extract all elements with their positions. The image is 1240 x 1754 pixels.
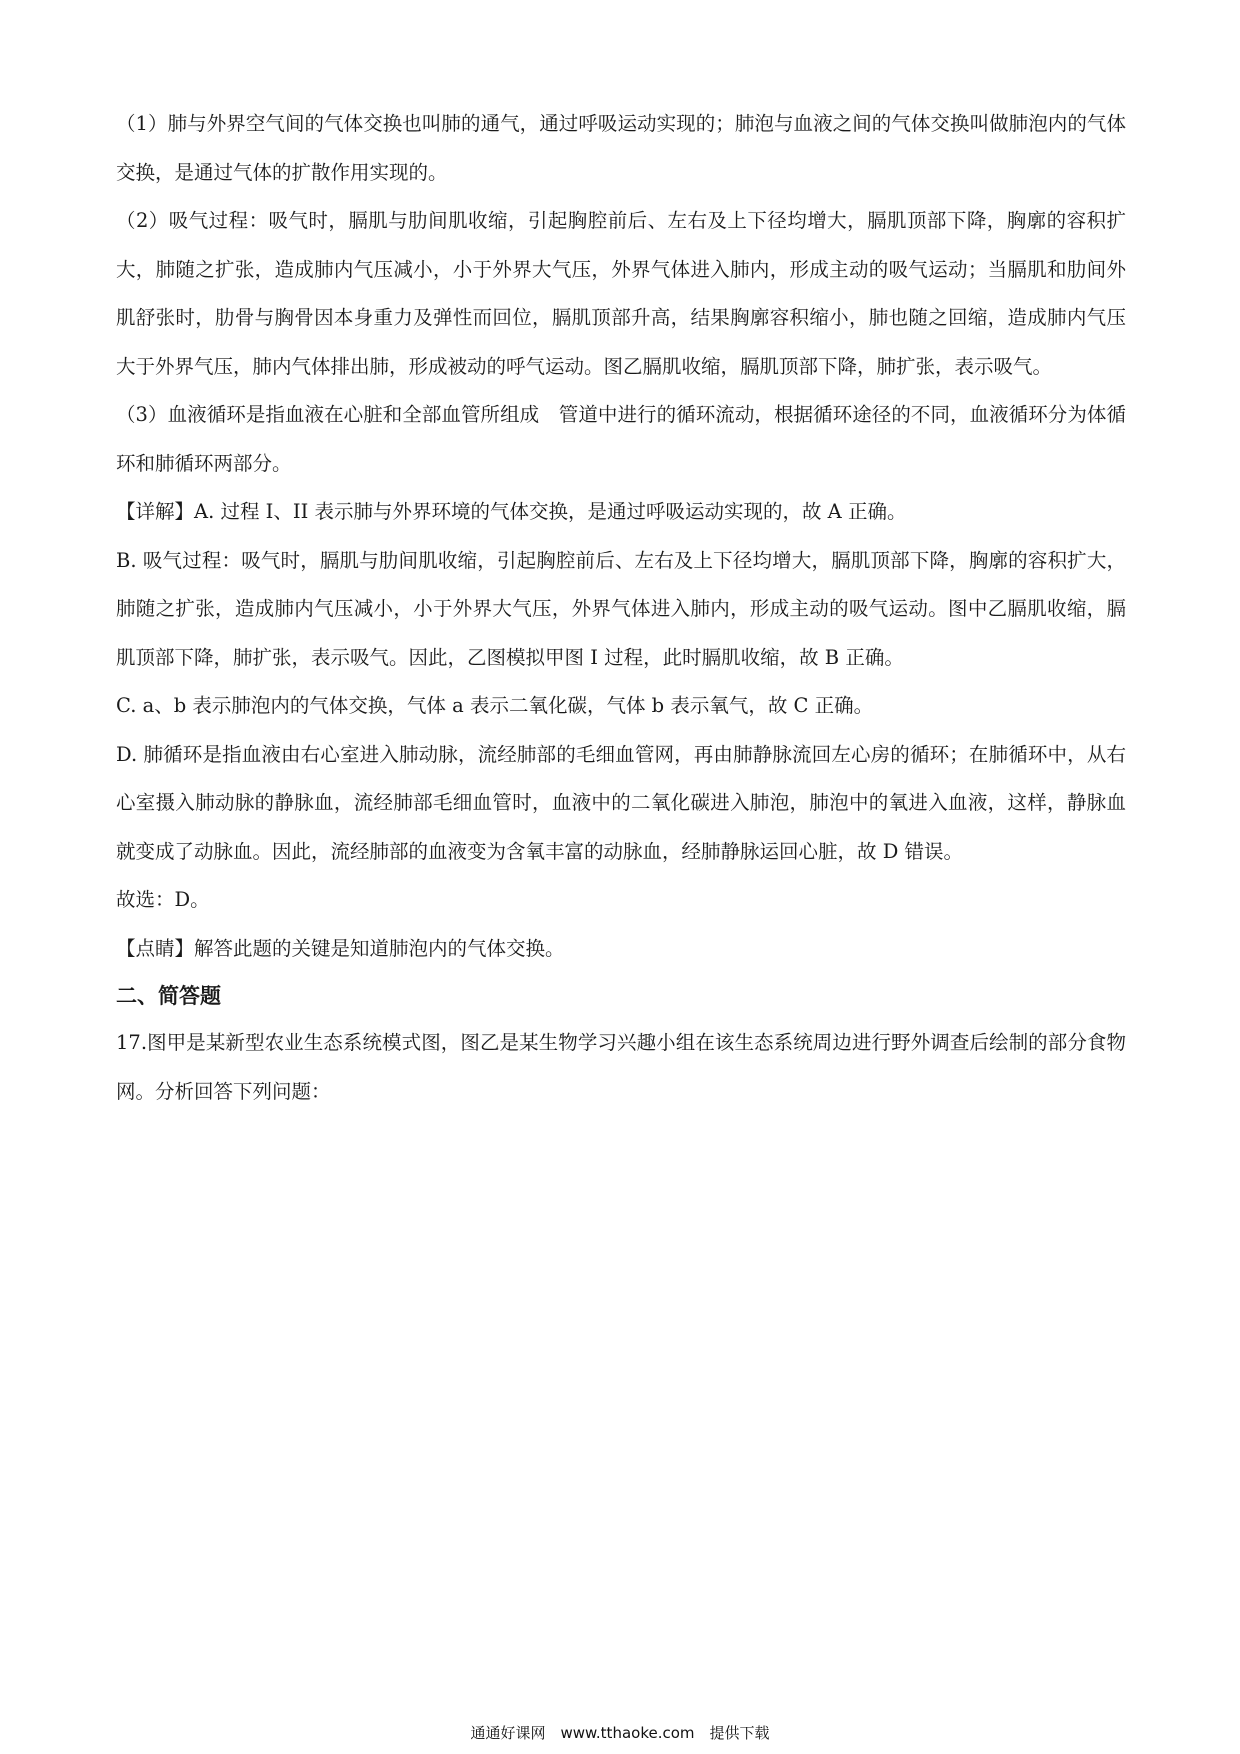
detail-explanation-c: C. a、b 表示肺泡内的气体交换，气体 a 表示二氧化碳，气体 b 表示氧气，故 C 正确。 (116, 694, 874, 717)
section-heading: 二、简答题 (116, 984, 221, 1008)
page-footer: 通通好课网 www.tthaoke.com 提供下载 (470, 1724, 770, 1742)
paragraph-1: （1）肺与外界空气间的气体交换也叫肺的通气，通过呼吸运动实现的；肺泡与血液之间的气体交换叫做肺泡内的气体交换，是通过气体的扩散作用实现的。 (116, 112, 1126, 184)
detail-explanation-d: D. 肺循环是指血液由右心室进入肺动脉，流经肺部的毛细血管网，再由肺静脉流回左心房的循环；在肺循环中，从右心室摄入肺动脉的静脉血，流经肺部毛细血管时，血液中的二氧化碳进入肺泡，肺泡中的氧进入血液，这样，静脉血就变成了动脉血。因此，流经肺部的血液变为含氧丰富的动脉血，经肺静脉运回心脏，故 D 错误。 (116, 742, 1126, 863)
detail-explanation-b: B. 吸气过程：吸气时，膈肌与肋间肌收缩，引起胸腔前后、左右及上下径均增大，膈肌顶部下降，胸廓的容积扩大，肺随之扩张，造成肺内气压减小，小于外界大气压，外界气体进入肺内，形成主动的吸气运动。图中乙膈肌收缩，膈肌顶部下降，肺扩张，表示吸气。因此，乙图模拟甲图 I 过程，此时膈肌收缩，故 B 正确。 (116, 548, 1126, 669)
key-point: 【点睛】解答此题的关键是知道肺泡内的气体交换。 (116, 936, 565, 960)
document-body (116, 100, 1126, 1116)
question-17: 17.图甲是某新型农业生态系统模式图，图乙是某生物学习兴趣小组在该生态系统周边进行野外调查后绘制的部分食物网。分析回答下列问题： (116, 1031, 1126, 1103)
detail-explanation-a: 【详解】A. 过程 I、II 表示肺与外界环境的气体交换，是通过呼吸运动实现的，故 A 正确。 (116, 500, 907, 523)
paragraph-3: （3）血液循环是指血液在心脏和全部血管所组成 管道中进行的循环流动，根据循环途径的不同，血液循环分为体循环和肺循环两部分。 (116, 403, 1126, 475)
paragraph-2: （2）吸气过程：吸气时，膈肌与肋间肌收缩，引起胸腔前后、左右及上下径均增大，膈肌顶部下降，胸廓的容积扩大，肺随之扩张，造成肺内气压减小，小于外界大气压，外界气体进入肺内，形成主动的吸气运动；当膈肌和肋间外肌舒张时，肋骨与胸骨因本身重力及弹性而回位，膈肌顶部升高，结果胸廓容积缩小，肺也随之回缩，造成肺内气压大于外界气压，肺内气体排出肺，形成被动的呼气运动。图乙膈肌收缩，膈肌顶部下降，肺扩张，表示吸气。 (116, 209, 1126, 378)
answer-choice: 故选：D。 (116, 888, 210, 911)
